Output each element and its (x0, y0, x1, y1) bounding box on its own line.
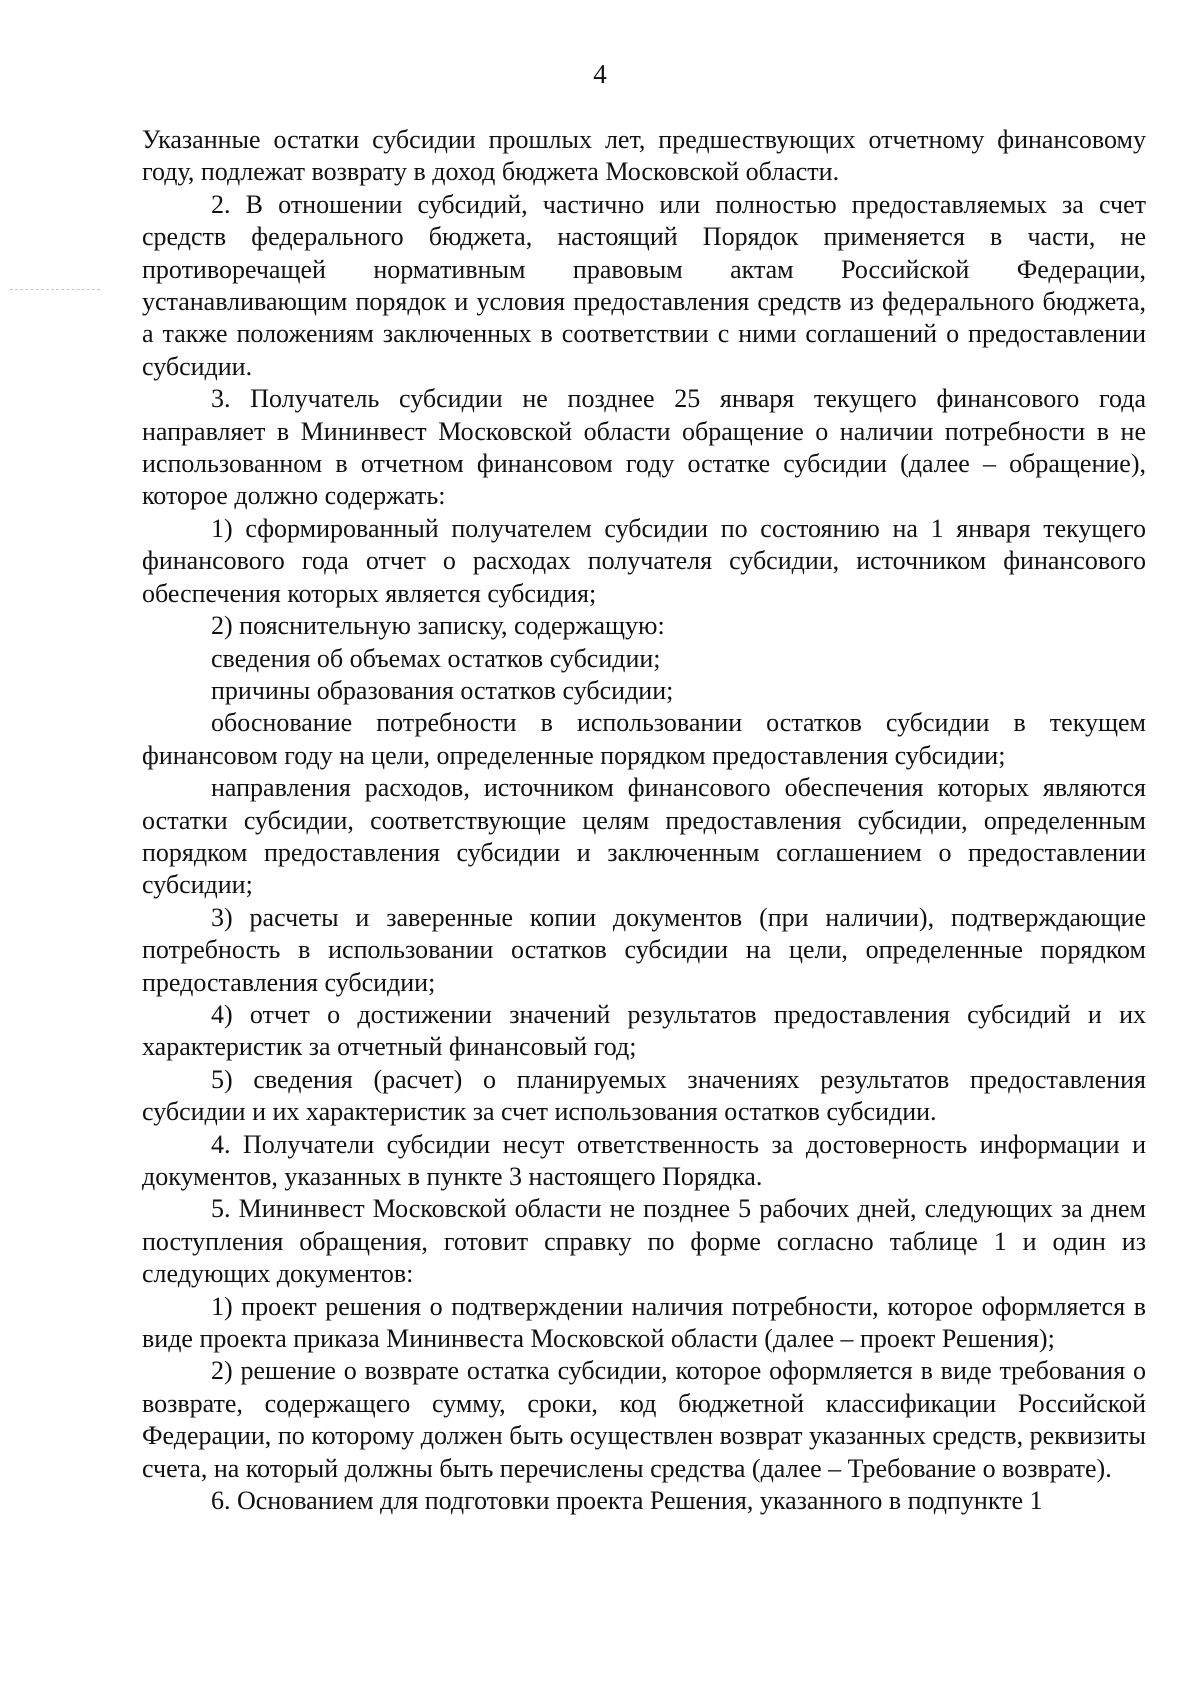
subitem-3-1: 1) сформированный получателем субсидии по состоянию на 1 января текущего финансового года отчет о расходах получателя субсидии, источником финансового обеспечения которых является субсидия; (142, 513, 1146, 608)
subitem-3-2-reasons: причины образования остатков субсидии; (211, 675, 674, 705)
subitem-5-1: 1) проект решения о подтверждении наличия потребности, которое оформляется в виде проекта приказа Мининвеста Московской области (далее – проект Решения); (142, 1291, 1146, 1354)
subitem-3-2: 2) пояснительную записку, содержащую: (211, 611, 665, 641)
subitem-3-3: 3) расчеты и заверенные копии документов (при наличии), подтверждающие потребность в использовании остатков субсидии на цели, определенные порядком предоставления субсидии; (142, 902, 1146, 997)
paragraph-item-4: 4. Получатели субсидии несут ответственность за достоверность информации и документов, указанных в пункте 3 настоящего Порядка. (142, 1129, 1146, 1191)
subitem-3-2-justification: обоснование потребности в использовании остатков субсидии в текущем финансовом году на цели, определенные порядком предоставления субсидии; (142, 708, 1146, 770)
paragraph-continuation: Указанные остатки субсидии прошлых лет, предшествующих отчетному финансовому году, подлежат возврату в доход бюджета Московской области. (142, 125, 1146, 187)
subitem-3-2-directions: направления расходов, источником финансового обеспечения которых являются остатки субсидии, соответствующие целям предоставления субсидии, определенным порядком предоставления субсидии и заключенным соглашением о предоставлении субсидии; (142, 773, 1146, 900)
subitem-5-2: 2) решение о возврате остатка субсидии, которое оформляется в виде требования о возврате, содержащего сумму, сроки, код бюджетной классификации Российской Федерации, по которому должен быть осуществлен возврат указанных средств, реквизиты счета, на который должны быть перечислены средства (далее – Требование о возврате). (142, 1356, 1146, 1483)
paragraph-item-2: 2. В отношении субсидий, частично или полностью предоставляемых за счет средств федерального бюджета, настоящий Порядок применяется в части, не противоречащей нормативным правовым актам Российской Федерации, устанавливающим порядок и условия предоставления средств из федерального бюджета, а также положениям заключенных в соответствии с ними соглашений о предоставлении субсидии. (142, 189, 1146, 381)
paragraph-item-5: 5. Мининвест Московской области не позднее 5 рабочих дней, следующих за днем поступления обращения, готовит справку по форме согласно таблице 1 и один из следующих документов: (142, 1194, 1146, 1289)
subitem-3-2-volumes: сведения об объемах остатков субсидии; (211, 643, 661, 673)
subitem-3-5: 5) сведения (расчет) о планируемых значениях результатов предоставления субсидии и их характеристик за счет использования остатков субсидии. (142, 1064, 1146, 1127)
document-body (142, 124, 1146, 1517)
paragraph-item-6: 6. Основанием для подготовки проекта Решения, указанного в подпункте 1 (211, 1486, 1043, 1516)
page-number: 4 (593, 59, 607, 89)
paragraph-item-3: 3. Получатель субсидии не позднее 25 января текущего финансового года направляет в Мининвест Московской области обращение о наличии потребности в не использованном в отчетном финансовом году остатке субсидии (далее – обращение), которое должно содержать: (142, 384, 1146, 511)
subitem-3-4: 4) отчет о достижении значений результатов предоставления субсидий и их характеристик за отчетный финансовый год; (142, 999, 1146, 1062)
scan-artifact-line (10, 289, 100, 290)
